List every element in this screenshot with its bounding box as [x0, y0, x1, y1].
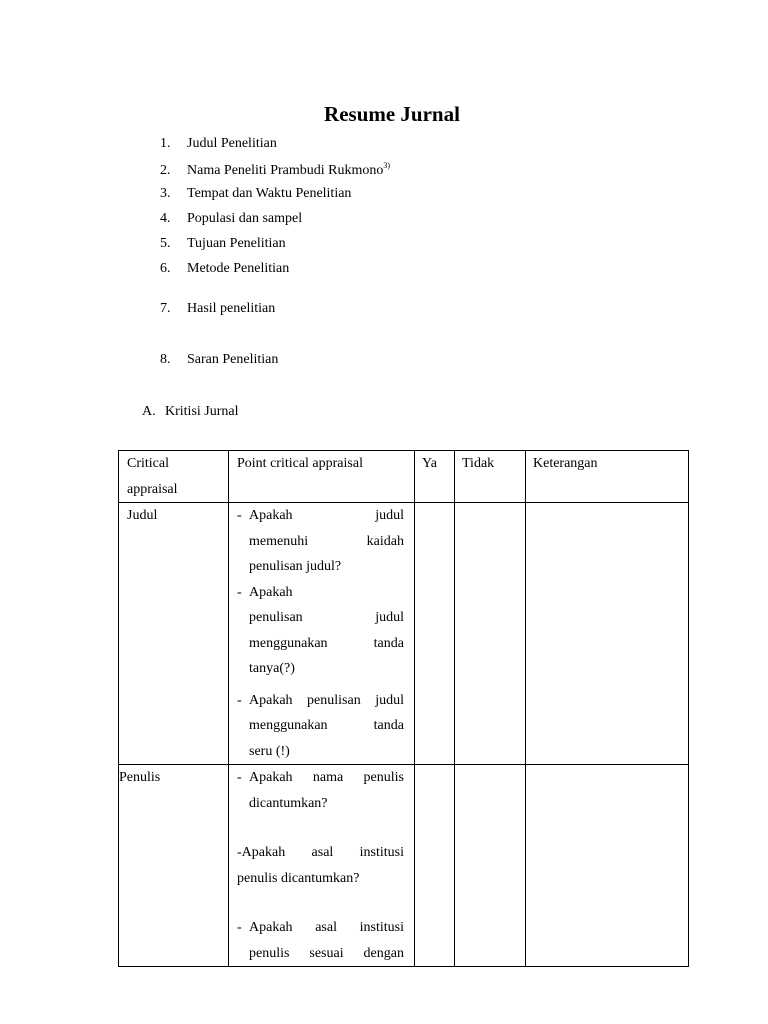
item-number: 3. [160, 186, 171, 201]
appraisal-point [229, 503, 414, 580]
page-title: Resume Jurnal [324, 102, 460, 126]
appraisal-point [229, 580, 414, 682]
superscript-note: 3) [383, 161, 391, 170]
ya-cell [415, 503, 455, 765]
header-point: Point critical appraisal [229, 451, 415, 503]
header-tidak: Tidak [455, 451, 526, 503]
point-line: menggunakan tanda [249, 635, 404, 651]
ya-cell [415, 765, 455, 967]
appraisal-points [229, 503, 415, 765]
table-header-row [119, 451, 689, 503]
item-text: Judul Penelitian [187, 136, 277, 151]
table-row [119, 765, 689, 967]
item-text: Tujuan Penelitian [187, 236, 286, 251]
item-number: 8. [160, 352, 171, 367]
bullet-dash: - [237, 770, 242, 785]
keterangan-cell [526, 765, 689, 967]
list-item [160, 136, 277, 152]
point-line: Apakah penulisan judul [249, 692, 404, 708]
point-line: penulis dicantumkan? [237, 870, 360, 886]
tidak-cell [455, 765, 526, 967]
bullet-dash: - [237, 920, 242, 935]
point-line: memenuhi kaidah [249, 533, 404, 549]
item-text: Saran Penelitian [187, 352, 279, 367]
item-text: Hasil penelitian [187, 301, 276, 316]
section-text: Kritisi Jurnal [165, 404, 239, 419]
critical-appraisal-table [118, 450, 689, 967]
tidak-cell [455, 503, 526, 765]
item-text: Metode Penelitian [187, 261, 290, 276]
appraisal-points [229, 765, 415, 967]
item-text: Tempat dan Waktu Penelitian [187, 186, 352, 201]
section-number: A. [142, 404, 156, 419]
bullet-dash: - [237, 692, 242, 708]
header-text: appraisal [127, 481, 178, 497]
point-line: Apakah asal institusi [249, 920, 404, 935]
list-item [160, 352, 278, 368]
bullet-dash: - [237, 584, 242, 600]
point-line: Apakah [249, 584, 293, 600]
item-number: 2. [160, 163, 171, 178]
appraisal-point [229, 688, 414, 765]
list-item [160, 301, 275, 317]
header-keterangan: Keterangan [526, 451, 689, 503]
list-item [160, 236, 286, 252]
item-number: 7. [160, 301, 171, 316]
point-line: Apakah judul [249, 508, 404, 523]
row-label: Penulis [119, 765, 229, 967]
keterangan-cell [526, 503, 689, 765]
item-number: 4. [160, 211, 171, 226]
item-text: Nama Peneliti Prambudi Rukmono [187, 163, 384, 178]
point-line: dicantumkan? [249, 795, 328, 811]
header-critical-appraisal [119, 451, 229, 503]
list-item [160, 186, 351, 202]
section-heading-a [142, 404, 239, 420]
point-line: penulis sesuai dengan [249, 945, 404, 961]
bullet-dash: - [237, 508, 242, 523]
point-line: penulisan judul [249, 610, 404, 625]
point-line: -Apakah asal institusi [237, 845, 404, 860]
item-text: Populasi dan sampel [187, 211, 303, 226]
appraisal-point [229, 765, 414, 816]
item-number: 1. [160, 136, 171, 151]
list-item [160, 261, 289, 277]
appraisal-point [229, 840, 414, 891]
item-number: 6. [160, 261, 171, 276]
point-line: menggunakan tanda [249, 718, 404, 733]
point-line: penulisan judul? [249, 559, 342, 574]
spacer [229, 891, 414, 915]
row-label: Judul [119, 503, 229, 765]
point-line: tanya(?) [249, 661, 295, 676]
list-item [160, 211, 302, 227]
appraisal-point [229, 915, 414, 966]
list-item [160, 161, 390, 179]
header-text: Critical [127, 456, 169, 471]
header-ya: Ya [415, 451, 455, 503]
spacer [229, 816, 414, 840]
point-line: Apakah nama penulis [249, 770, 404, 785]
point-line: seru (!) [249, 743, 290, 759]
table-row [119, 503, 689, 765]
item-number: 5. [160, 236, 171, 251]
